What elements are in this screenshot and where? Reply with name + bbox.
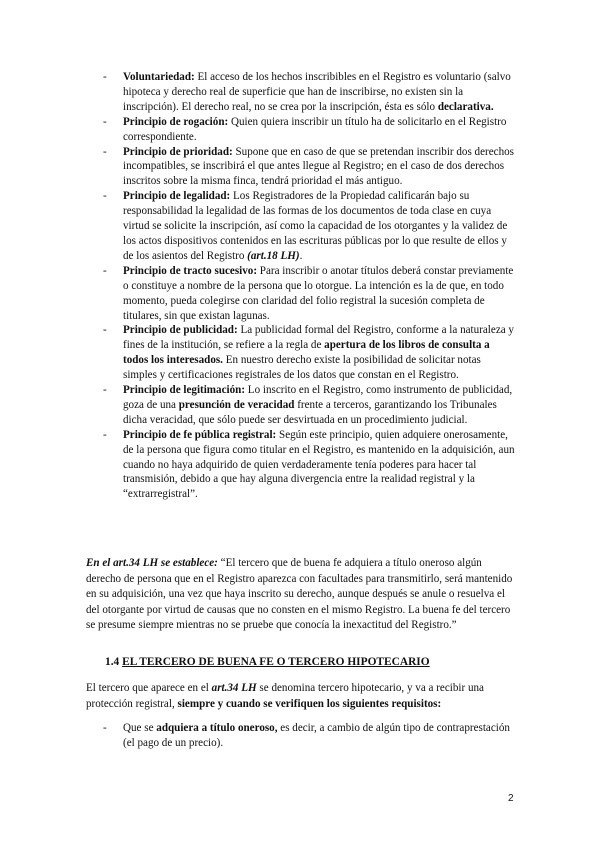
list-item: - Principio de fe pública registral: Según este principio, quien adquiere onerosamente, de la persona que figura como titular en el Registro, es mantenido en la adquisición, aun cuando no haya adquirido de quien verdaderamente tenía poderes para hacer tal transmisión, debido a que hay alguna divergencia entre la realidad registral y la “extrarregistral”. xyxy=(103,428,515,501)
item-title: Principio de rogación: xyxy=(123,115,229,128)
item-title: Principio de fe pública registral: xyxy=(123,428,277,441)
item-title: Principio de legitimación: xyxy=(123,384,246,397)
list-item: - Principio de legalidad: Los Registradores de la Propiedad calificarán bajo su responsabilidad la legalidad de las formas de los documentos de toda clase en cuya virtud se solicite la inscripción, así como la capacidad de los otorgantes y la validez de los actos dispositivos contenidos en las escrituras públicas por lo que resulte de ellos y de los asientos del Registro (art.18 LH). xyxy=(103,190,508,262)
principles-list xyxy=(103,70,515,502)
item-title: Voluntariedad: xyxy=(123,71,195,83)
item-title: Principio de publicidad: xyxy=(123,324,238,337)
list-item: - Principio de publicidad: La publicidad formal del Registro, conforme a la naturaleza y fines de la institución, se refiere a la regla de apertura de los libros de consulta a todos los interesados. En nuestro derecho existe la posibilidad de solicitar notas simples y certificaciones registrales de los datos que constan en el Registro. xyxy=(103,324,514,382)
list-item: - Principio de legitimación: Lo inscrito en el Registro, como instrumento de publicidad, goza de una presunción de veracidad frente a terceros, garantizando los Tribunales dicha veracidad, que sólo puede ser desvirtuada en un procedimiento judicial. xyxy=(103,384,513,426)
page-number: 2 xyxy=(508,793,514,804)
item-title: Principio de prioridad: xyxy=(123,145,233,158)
item-title: Principio de legalidad: xyxy=(123,190,231,203)
list-item: - Que se adquiera a título oneroso, es decir, a cambio de algún tipo de contraprestación (el pago de un precio). xyxy=(103,722,510,750)
article-quote: En el art.34 LH se establece: “El tercero que de buena fe adquiera a título oneroso algún derecho de persona que en el Registro aparezca con facultades para transmitirlo, será mantenido en su adquisición, una vez que haya inscrito su derecho, aunque después se anule o resuelva el del otorgante por virtud de causas que no consten en el mismo Registro. La buena fe del tercero se presume siempre mientras no se pruebe que conocía la inexactitud del Registro.” xyxy=(86,557,513,632)
list-item: - Principio de prioridad: Supone que en caso de que se pretendan inscribir dos derechos incompatibles, se inscribirá el que antes llegue al Registro; en el caso de dos derechos inscritos sobre la misma finca, tendrá prioridad el más antiguo. xyxy=(103,145,514,188)
item-title: Principio de tracto sucesivo: xyxy=(123,264,258,277)
section-heading: 1.4 EL TERCERO DE BUENA FE O TERCERO HIPOTECARIO xyxy=(105,656,430,668)
list-item: - Principio de rogación: Quien quiera inscribir un título ha de solicitarlo en el Registro correspondiente. xyxy=(103,115,507,143)
list-item: - Principio de tracto sucesivo: Para inscribir o anotar títulos deberá constar previamente o constituye a nombre de la persona que lo otorgue. La intención es la de que, en todo momento, pueda colegirse con claridad del folio registral la sucesión completa de titulares, sin que existan lagunas. xyxy=(103,264,514,322)
list-item: - Voluntariedad: El acceso de los hechos inscribibles en el Registro es voluntario (salvo hipoteca y derecho real de superficie que han de inscribirse, no existen sin la inscripción). El derecho real, no se crea por la inscripción, ésta es sólo declarativa. xyxy=(103,71,511,113)
intro-paragraph: El tercero que aparece en el art.34 LH se denomina tercero hipotecario, y va a recibir una protección registral, siempre y cuando se verifiquen los siguientes requisitos: xyxy=(86,682,484,710)
requirements-list xyxy=(103,721,515,752)
